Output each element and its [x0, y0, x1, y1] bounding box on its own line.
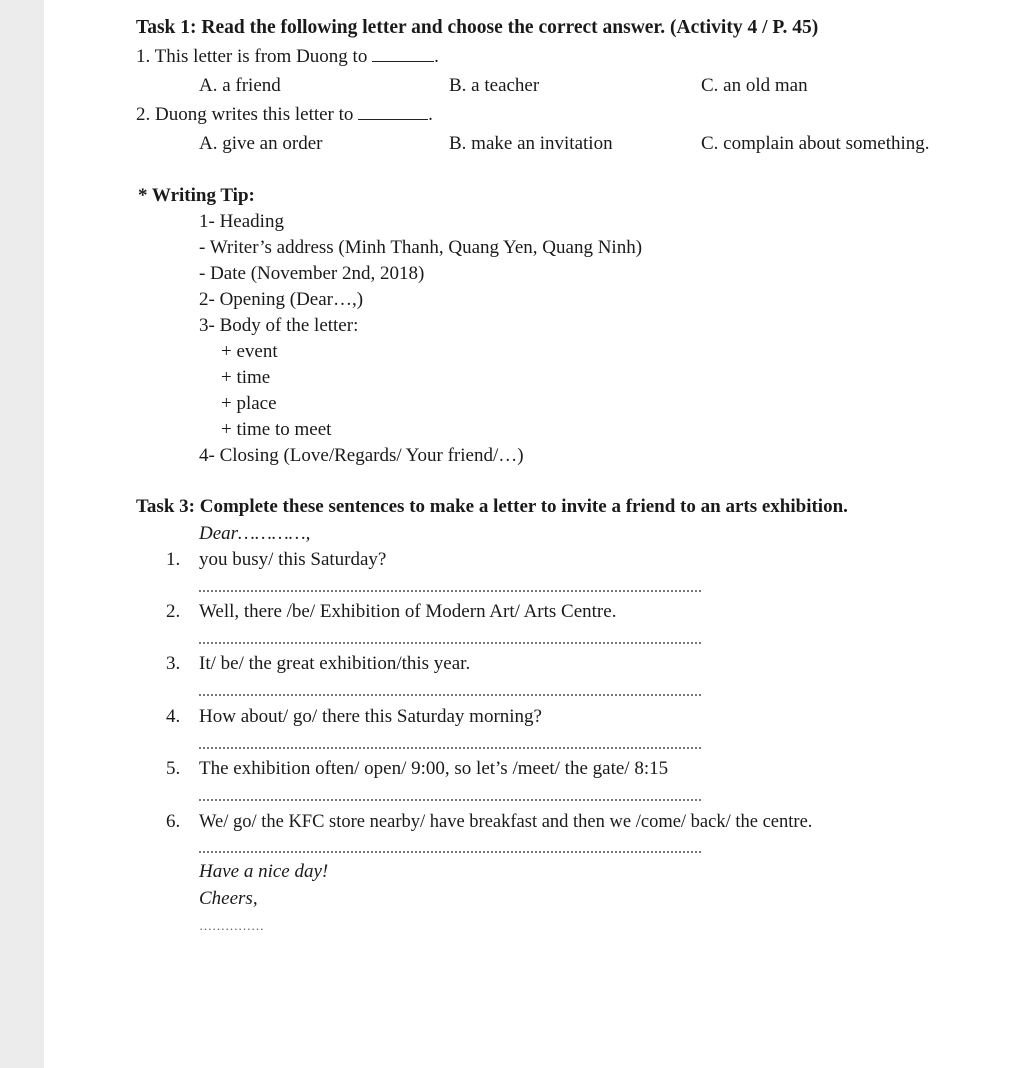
item-number: 3.	[166, 653, 181, 674]
item-number: 6.	[166, 811, 181, 832]
answer-line-3[interactable]	[199, 694, 701, 696]
answer-line-4[interactable]	[199, 747, 701, 749]
q2-line	[136, 103, 433, 127]
q1-option-a[interactable]: A. a friend	[199, 75, 281, 96]
q2-stem: 2. Duong writes this letter to	[136, 104, 354, 125]
q1-end: .	[434, 46, 439, 67]
q1-option-c[interactable]: C. an old man	[701, 75, 808, 96]
q2-option-a[interactable]: A. give an order	[199, 133, 323, 154]
q2-option-c[interactable]: C. complain about something.	[701, 133, 930, 154]
q2-option-b[interactable]: B. make an invitation	[449, 133, 613, 154]
item-number: 4.	[166, 706, 181, 727]
q2-end: .	[428, 104, 433, 125]
item-prompt: Well, there /be/ Exhibition of Modern Art/ Arts Centre.	[199, 601, 617, 622]
closing-line: Have a nice day!	[199, 861, 329, 882]
item-prompt: How about/ go/ there this Saturday morning?	[199, 706, 542, 727]
answer-line-6[interactable]	[199, 851, 701, 853]
closing-line: Cheers,	[199, 888, 258, 909]
tip-line: 2- Opening (Dear…,)	[199, 289, 364, 310]
tip-line: 3- Body of the letter:	[199, 315, 359, 336]
item-prompt: It/ be/ the great exhibition/this year.	[199, 653, 471, 674]
tip-line: + time to meet	[221, 419, 332, 440]
answer-line-5[interactable]	[199, 799, 701, 801]
item-prompt: The exhibition often/ open/ 9:00, so let’s /meet/ the gate/ 8:15	[199, 758, 669, 779]
q1-line	[136, 45, 439, 69]
salutation: Dear…………,	[199, 523, 311, 544]
item-number: 5.	[166, 758, 181, 779]
item-number: 1.	[166, 549, 181, 570]
tip-line: - Date (November 2nd, 2018)	[199, 263, 425, 284]
tip-line: + time	[221, 367, 271, 388]
task1-title: Task 1: Read the following letter and choose the correct answer. (Activity 4 / P. 45)	[136, 17, 819, 38]
tip-line: 4- Closing (Love/Regards/ Your friend/…)	[199, 445, 524, 466]
signature-blank[interactable]: ……………	[199, 918, 264, 933]
tip-line: - Writer’s address (Minh Thanh, Quang Yen, Quang Ninh)	[199, 237, 643, 258]
tip-line: + place	[221, 393, 277, 414]
answer-line-1[interactable]	[199, 590, 701, 592]
item-number: 2.	[166, 601, 181, 622]
item-prompt: you busy/ this Saturday?	[199, 549, 387, 570]
item-prompt: We/ go/ the KFC store nearby/ have breakfast and then we /come/ back/ the centre.	[199, 812, 813, 832]
tip-line: + event	[221, 341, 278, 362]
document-page	[44, 0, 1024, 1068]
answer-line-2[interactable]	[199, 642, 701, 644]
tip-line: 1- Heading	[199, 211, 284, 232]
q1-answer-blank[interactable]	[372, 47, 434, 62]
q2-answer-blank[interactable]	[358, 105, 428, 120]
writing-tip-title: * Writing Tip:	[138, 185, 255, 206]
q1-stem: 1. This letter is from Duong to	[136, 46, 368, 67]
task3-title: Task 3: Complete these sentences to make a letter to invite a friend to an arts exhibition.	[136, 496, 848, 517]
q1-option-b[interactable]: B. a teacher	[449, 75, 540, 96]
